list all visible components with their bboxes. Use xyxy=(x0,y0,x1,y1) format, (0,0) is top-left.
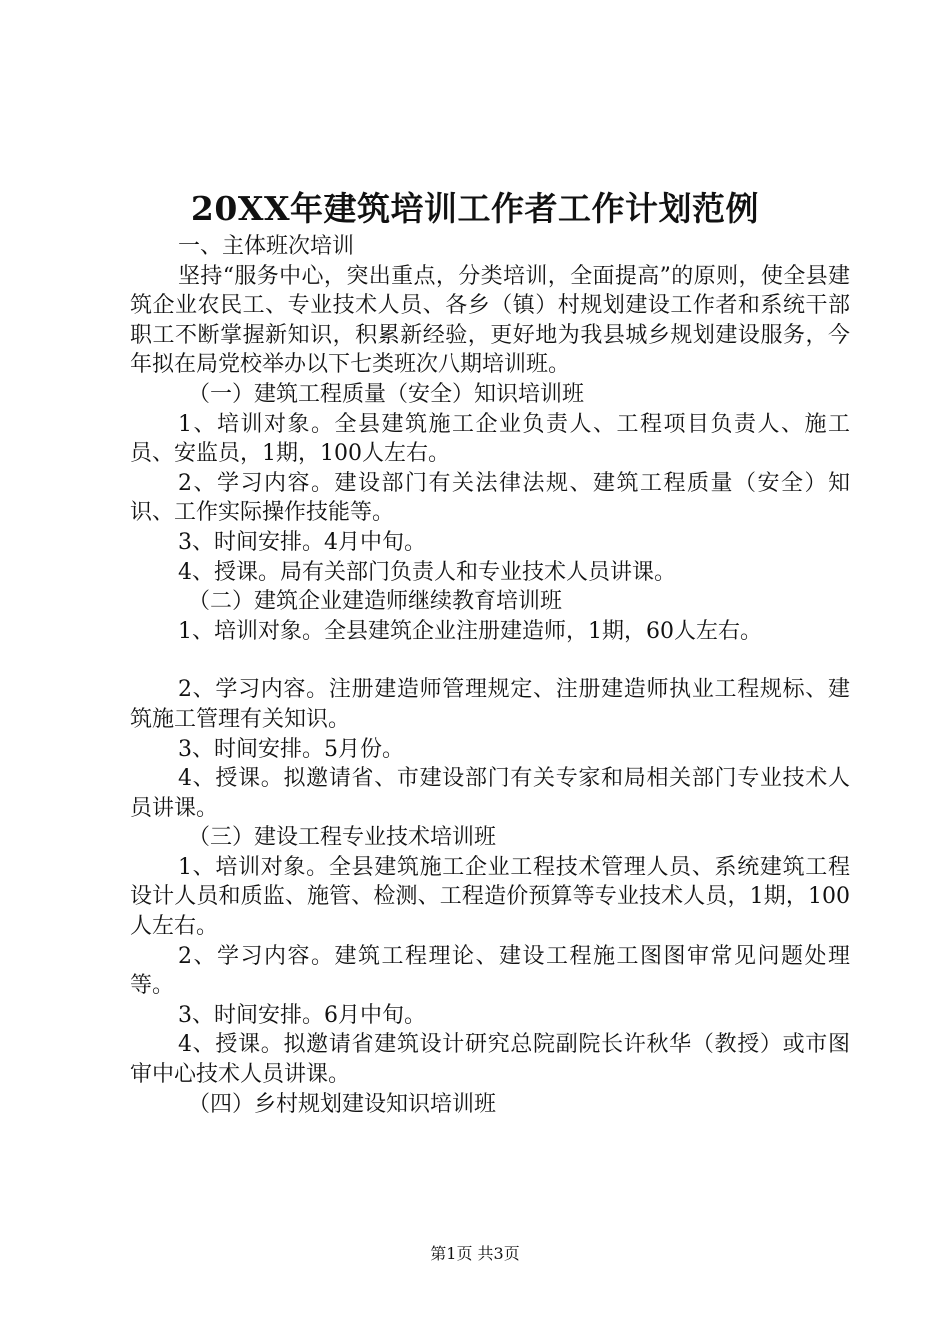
paragraph-heading-1: 一、主体班次培训 xyxy=(178,234,355,259)
paragraph-item: 4、授课。局有关部门负责人和专业技术人员讲课。 xyxy=(178,559,676,585)
section-heading-3: （三）建设工程专业技术培训班 xyxy=(188,825,497,851)
paragraph-item: 4、授课。拟邀请省、市建设部门有关专家和局相关部门专业技术人员讲课。 xyxy=(130,766,850,821)
section-heading-4: （四）乡村规划建设知识培训班 xyxy=(188,1091,497,1117)
paragraph-item: 3、时间安排。4月中旬。 xyxy=(178,529,426,555)
section-heading-1: （一）建筑工程质量（安全）知识培训班 xyxy=(188,381,585,407)
paragraph-item: 1、培训对象。全县建筑施工企业负责人、工程项目负责人、施工员、安监员，1期，100人左右。 xyxy=(130,411,850,467)
paragraph-principle: 坚持“服务中心，突出重点，分类培训，全面提高”的原则，使全县建筑企业农民工、专业技术人员、各乡（镇）村规划建设工作者和系统干部职工不断掌握新知识，积累新经验，更好地为我县城乡规划建设服务，今年拟在局党校举办以下七类班次八期培训班。 xyxy=(130,263,850,378)
paragraph-item: 2、学习内容。注册建造师管理规定、注册建造师执业工程规标、建筑施工管理有关知识。 xyxy=(130,677,850,732)
paragraph-item: 4、授课。拟邀请省建筑设计研究总院副院长许秋华（教授）或市图审中心技术人员讲课。 xyxy=(130,1032,850,1088)
paragraph-item: 3、时间安排。5月份。 xyxy=(178,736,404,762)
paragraph-item: 3、时间安排。6月中旬。 xyxy=(178,1002,426,1028)
paragraph-item: 1、培训对象。全县建筑企业注册建造师，1期，60人左右。 xyxy=(178,618,762,644)
document-body xyxy=(130,232,850,1119)
page-footer: 第1页 共3页 xyxy=(430,1244,520,1263)
document-title: 20XX年建筑培训工作者工作计划范例 xyxy=(190,189,760,228)
paragraph-item: 2、学习内容。建筑工程理论、建设工程施工图图审常见问题处理等。 xyxy=(130,943,850,999)
paragraph-item: 1、培训对象。全县建筑施工企业工程技术管理人员、系统建筑工程设计人员和质监、施管、检测、工程造价预算等专业技术人员，1期，100人左右。 xyxy=(130,854,850,940)
paragraph-item: 2、学习内容。建设部门有关法律法规、建筑工程质量（安全）知识、工作实际操作技能等。 xyxy=(130,470,850,526)
section-heading-2: （二）建筑企业建造师继续教育培训班 xyxy=(188,589,563,615)
